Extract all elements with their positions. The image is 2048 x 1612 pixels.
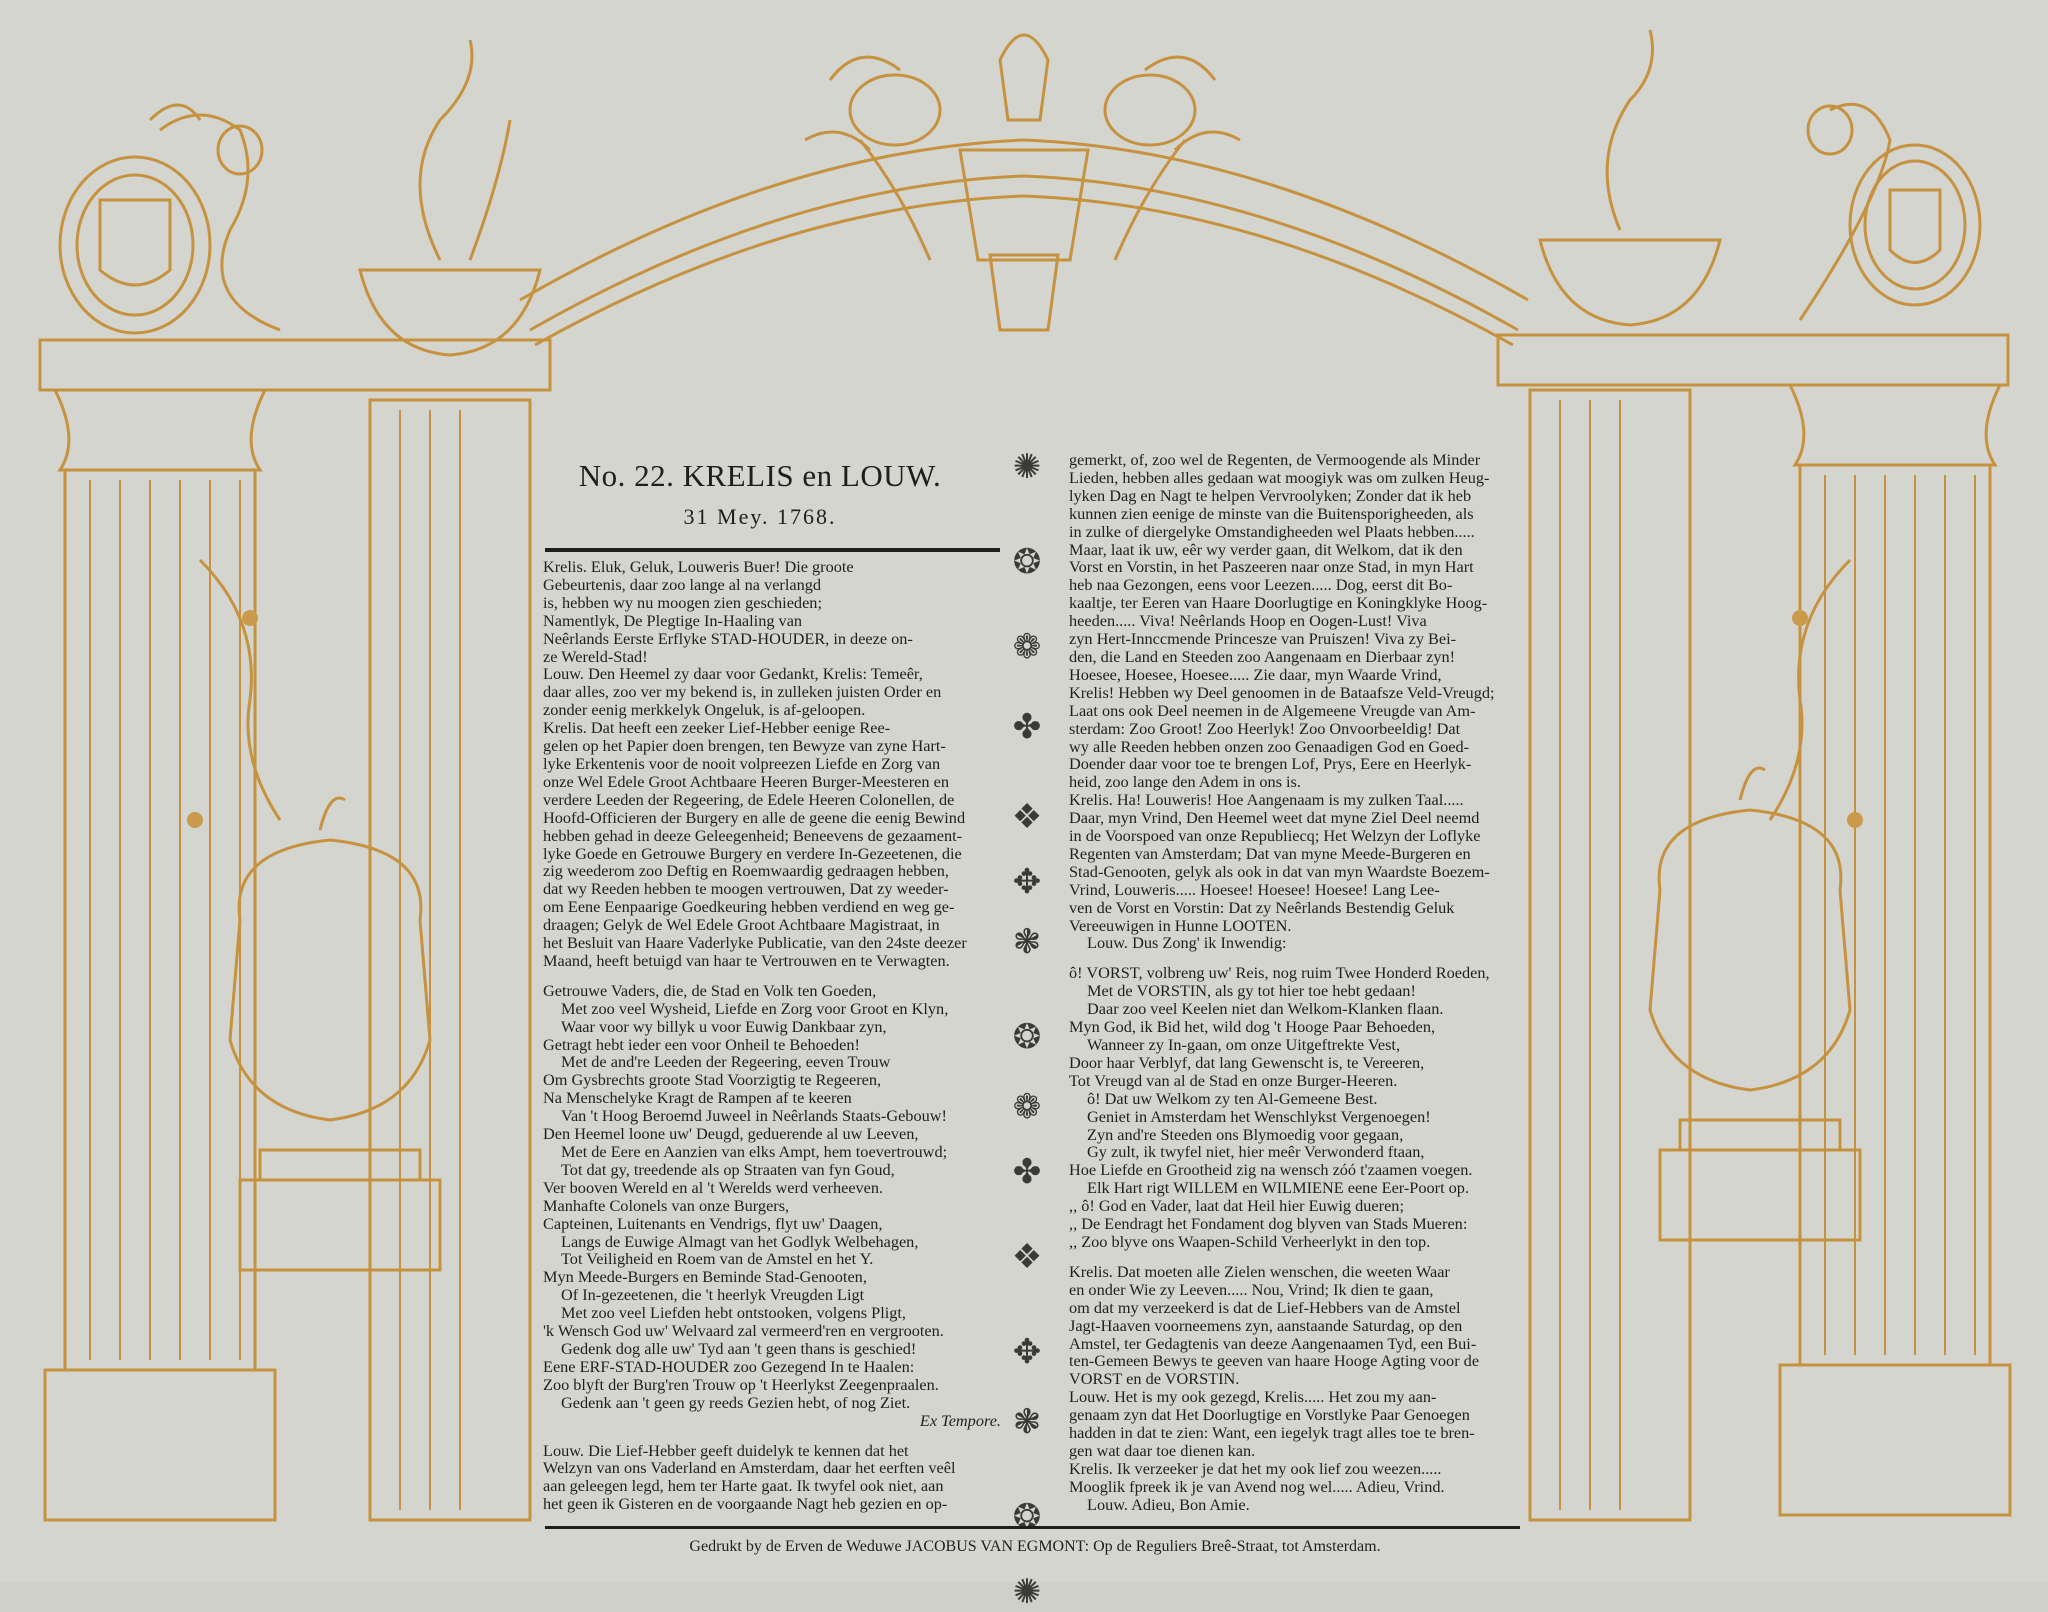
poem-line: Daar zoo veel Keelen niet dan Welkom-Klanken flaan. (1087, 999, 1444, 1019)
text-line: Vereeuwigen in Hunne LOOTEN. (1069, 915, 1292, 935)
text-line: heeden..... Viva! Neêrlands Hoop en Oogen-Lust! Viva (1069, 611, 1427, 631)
text-line: Welzyn van ons Vaderland en Amsterdam, daar het eerften veêl (543, 1458, 956, 1478)
text-line: Louw. Den Heemel zy daar voor Gedankt, Krelis: Temeêr, (543, 664, 923, 684)
text-line: in de Voorspoed van onze Republiecq; Het Welzyn der Loflyke (1069, 826, 1481, 846)
poem-line: ,, ô! God en Vader, laat dat Heil hier Euwig dueren; (1069, 1196, 1404, 1216)
poem-line: Hoe Liefde en Grootheid zig na wensch zóó t'zaamen voegen. (1069, 1160, 1473, 1180)
text-line: hadden in dat te zien: Want, een iegelyk tragt alles toe te bren- (1069, 1423, 1475, 1443)
poem-line: Wanneer zy In-gaan, om onze Uitgeftrekte Vest, (1087, 1035, 1401, 1054)
urn-icon (360, 40, 540, 355)
text-line: Stad-Genooten, gelyk als ook in dat van myn Waardste Boezem- (1069, 861, 1490, 881)
poem-line: Na Menschelyke Kragt de Rampen af te keeren (543, 1088, 852, 1108)
text-line: Lieden, hebben alles gedaan wat moogiyk was om zulken Heug- (1069, 467, 1490, 487)
poem-line: Myn Meede-Burgers en Beminde Stad-Genooten, (543, 1267, 867, 1287)
poem-line: Tot Veiligheid en Roem van de Amstel en het Y. (561, 1249, 874, 1269)
text-line: VORST en de VORSTIN. (1069, 1369, 1240, 1389)
poem-line: Met zoo veel Liefden hebt ontstooken, volgens Pligt, (561, 1303, 907, 1323)
cherub-icon (805, 57, 940, 260)
vignette-icon: ❁ (1012, 1087, 1042, 1127)
text-line: dat wy Reeden hebben te moogen vertrouwen, Dat zy weeder- (543, 879, 949, 899)
vignette-icon: ❃ (1012, 1402, 1042, 1442)
right-entablature (1498, 335, 2008, 385)
text-line: om Eene Eenpaarige Goedkeuring hebben verdiend en weg ge- (543, 897, 955, 917)
text-line: Namentlyk, De Plegtige In-Haaling van (543, 610, 803, 630)
text-line: ven de Vorst en Vorstin: Dat zy Neêrlands Bestendig Geluk (1069, 897, 1455, 917)
text-line: sterdam: Zoo Groot! Zoo Heerlyk! Zoo Onvoorbeeldig! Dat (1069, 718, 1461, 738)
laurel-branch (1770, 560, 1850, 820)
poem-line: ô! VORST, volbreng uw' Reis, nog ruim Twee Honderd Roeden, (1069, 963, 1490, 983)
poem-line: Manhafte Colonels van onze Burgers, (543, 1195, 790, 1215)
vignette-icon: ❂ (1012, 542, 1042, 582)
poem-line: Of In-gezeetenen, die 't heerlyk Vreugden Ligt (561, 1285, 865, 1305)
text-line: zyn Hert-Innccmende Princesze van Pruiszen! Viva zy Bei- (1069, 629, 1457, 649)
poem-line: 'k Wensch God uw' Welvaard zal vermeerd'ren en vergrooten. (543, 1321, 944, 1341)
poem-line: Getragt hebt ieder een voor Onheil te Behoeden! (543, 1034, 860, 1054)
text-line: den, die Land en Steeden zoo Aangenaam en Dierbaar zyn! (1069, 646, 1456, 666)
text-line: Amstel, ter Gedagtenis van deeze Aangenaamen Tyd, een Bui- (1069, 1333, 1477, 1353)
text-line: lyke Erkentenis voor de nooit volpreezen Liefde en Zorg van (543, 753, 941, 773)
poem-line: Gedenk aan 't geen gy reeds Gezien hebt, of nog Ziet. (561, 1392, 911, 1412)
text-line: genaam zyn dat Het Doorlugtige en Vorstlyke Paar Genoegen (1069, 1405, 1470, 1425)
poem-line: Met de VORSTIN, als gy tot hier toe hebt gedaan! (1087, 981, 1416, 1001)
text-line: hebben gehad in deeze Geleegenheid; Beneevens de gezaament- (543, 825, 963, 845)
text-line: heb naa Gezongen, eens voor Leezen..... Dog, eerst dit Bo- (1069, 575, 1453, 595)
text-line: Hoofd-Officieren der Burgery en alle de geene die eenig Bewind (543, 807, 966, 827)
issue-date: 31 Mey. 1768. (683, 504, 837, 529)
text-line: is, hebben wy nu moogen zien geschieden; (543, 592, 822, 612)
poem-line: Om Gysbrechts groote Stad Voorzigtig te Regeeren, (543, 1070, 882, 1090)
poem-line: Gedenk dog alle uw' Tyd aan 't geen thans is geschied! (561, 1338, 917, 1358)
text-line: lyken Dag en Nagt te helpen Vervroolyken; Zonder dat ik heb (1069, 485, 1472, 505)
imprint-rule (545, 1526, 1520, 1529)
poem-line: Tot dat gy, treedende als op Straaten van fyn Goud, (561, 1159, 895, 1179)
poem-line: Met de Eere en Aanzien van elks Ampt, hem toevertrouwd; (561, 1142, 948, 1161)
vignette-icon: ❂ (1012, 1497, 1042, 1537)
text-line: Hoesee, Hoesee, Hoesee..... Zie daar, myn Waarde Vrind, (1069, 664, 1442, 684)
coat-of-arms-icon (60, 157, 210, 333)
urn-icon (230, 798, 440, 1270)
poem-line: Waar voor wy billyk u voor Euwig Dankbaar zyn, (561, 1016, 887, 1036)
cherub-icon (1105, 57, 1240, 260)
text-line: Vorst en Vorstin, in het Paszeeren naar onze Stad, in myn Hart (1069, 557, 1474, 577)
poem-line: Elk Hart rigt WILLEM en WILMIENE eene Eer-Poort op. (1087, 1178, 1470, 1198)
printer-imprint: Gedrukt by de Erven de Weduwe JACOBUS VAN EGMONT: Op de Reguliers Breê-Straat, tot Amsterdam. (689, 1538, 1381, 1555)
text-line: ze Wereld-Stad! (543, 646, 648, 666)
text-line: aan geleegen legd, hem ter Harte gaat. Ik twyfel ook niet, aan (543, 1476, 944, 1496)
text-line: wy alle Reeden hebben onzen zoo Genaadigen God en Goed- (1069, 736, 1470, 756)
text-line: lyke Goede en Getrouwe Burgery en verdere In-Gezeetenen, die (543, 843, 962, 863)
text-line: Jagt-Haaven voorneemens zyn, aanstaande Saturdag, op den (1069, 1315, 1463, 1335)
text-line: kunnen zien eenige de minste van die Buitensporigheeden, als (1069, 503, 1474, 523)
coat-of-arms-icon (1850, 145, 1980, 305)
left-text-column (543, 558, 1001, 1513)
text-line: ten-Gemeen Bewys te geeven van haare Hooge Agting voor de (1069, 1351, 1480, 1371)
vignette-icon: ✥ (1012, 1332, 1042, 1372)
text-line: heid, zoo lange den Adem in ons is. (1069, 772, 1301, 792)
text-line: Louw. Die Lief-Hebber geeft duidelyk te kennen dat het (543, 1440, 909, 1460)
urn-icon (1540, 30, 1720, 325)
text-line: Gebeurtenis, daar zoo lange al na verlangd (543, 574, 822, 594)
vignette-icon: ❁ (1012, 627, 1042, 667)
text-line: verdere Leeden der Regeering, de Edele Heeren Colonellen, de (543, 789, 955, 809)
poem-line: Getrouwe Vaders, die, de Stad en Volk ten Goeden, (543, 980, 877, 1000)
poem-line: ,, Zoo blyve ons Waapen-Schild Verheerlykt in den top. (1069, 1231, 1431, 1251)
poem-line: ô! Dat uw Welkom zy ten Al-Gemeene Best. (1087, 1088, 1378, 1108)
text-line: Krelis. Dat moeten alle Zielen wenschen, die weeten Waar (1069, 1261, 1450, 1281)
text-line: Laat ons ook Deel neemen in de Algemeene Vreugde van Am- (1069, 700, 1476, 720)
column-icon (1780, 385, 2010, 1515)
poem-line: Met de and're Leeden der Regeering, eeven Trouw (561, 1052, 891, 1072)
text-line: Daar, myn Vrind, Den Heemel weet dat myne Ziel Deel neemd (1069, 808, 1480, 828)
text-line: Louw. Het is my ook gezegd, Krelis..... Het zou my aan- (1069, 1387, 1437, 1407)
text-line: draagen; Gelyk de Wel Edele Groot Achtbaare Magistraat, in (543, 915, 940, 935)
text-line: onze Wel Edele Groot Achtbaare Heeren Burger-Meesteren en (543, 771, 949, 791)
poem-line: Langs de Euwige Almagt van het Godlyk Welbehagen, (561, 1231, 919, 1251)
text-line: kaaltje, ter Eeren van Haare Doorlugtige en Koningklyke Hoog- (1069, 593, 1488, 613)
text-line: het geen ik Gisteren en de voorgaande Nagt heb gezien en op- (543, 1494, 948, 1514)
text-line: daar alles, zoo ver my bekend is, in zulleken juisten Order en (543, 682, 942, 702)
vignette-icon: ✤ (1012, 707, 1042, 747)
text-line: Maand, heeft betuigd van haar te Vertrouwen en te Verwagten. (543, 950, 950, 970)
poem-line: Geniet in Amsterdam het Wenschlykst Vergenoegen! (1087, 1106, 1431, 1126)
vignette-icon: ✺ (1012, 447, 1042, 487)
poem-line: Eene ERF-STAD-HOUDER zoo Gezegend In te Haalen: (543, 1356, 915, 1376)
text-line: Mooglik fpreek ik je van Avend nog wel..... Adieu, Vrind. (1069, 1476, 1445, 1496)
urn-icon (1650, 768, 1860, 1240)
keystone (990, 255, 1058, 330)
text-line: Krelis! Hebben wy Deel genoomen in de Bataafsze Veld-Vreugd; (1069, 682, 1495, 702)
text-line: Doender daar voor toe te brengen Lof, Prys, Eere en Heerlyk- (1069, 754, 1472, 774)
vignette-icon: ✥ (1012, 862, 1042, 902)
poem-line: Zoo blyft der Burg'ren Trouw op 't Heerlykst Zeegenpraalen. (543, 1374, 939, 1394)
poem-line: Den Heemel loone uw' Deugd, geduerende al uw Leeven, (543, 1124, 919, 1144)
text-line: Louw. Adieu, Bon Amie. (1087, 1494, 1250, 1514)
poem-line: Met zoo veel Wysheid, Liefde en Zorg voor Groot en Klyn, (561, 998, 949, 1018)
text-line: Krelis. Ha! Louweris! Hoe Aangenaam is my zulken Taal..... (1069, 790, 1464, 810)
left-entablature (40, 340, 550, 390)
poem-line: Ver booven Wereld en al 't Werelds werd verheeven. (543, 1177, 884, 1197)
poem-line: Capteinen, Luitenants en Vendrigs, flyt uw' Daagen, (543, 1213, 883, 1233)
right-text-column (1069, 451, 1503, 1514)
title-rule (545, 548, 1000, 552)
poem-line: ,, De Eendragt het Fondament dog blyven van Stads Mueren: (1069, 1214, 1468, 1234)
page-title: No. 22. KRELIS en LOUW. (578, 458, 942, 493)
poem-line: Zyn and're Steeden ons Blymoedig voor gegaan, (1087, 1124, 1404, 1144)
text-line: Krelis. Dat heeft een zeeker Lief-Hebber eenige Ree- (543, 718, 891, 738)
text-line: Vrind, Louweris..... Hoesee! Hoesee! Hoesee! Lang Lee- (1069, 879, 1440, 899)
text-line: Neêrlands Eerste Erflyke STAD-HOUDER, in deeze on- (543, 628, 913, 648)
poem-line: Door haar Verblyf, dat lang Gewenscht is, te Vereeren, (1069, 1052, 1425, 1072)
column-icon (45, 390, 275, 1520)
text-line: om dat my verzeekerd is dat de Lief-Hebbers van de Amstel (1069, 1297, 1461, 1317)
vignette-icon: ✺ (1012, 1572, 1042, 1612)
text-line: Krelis. Ik verzeeker je dat het my ook lief zou weezen..... (1069, 1458, 1442, 1478)
poem-line: Van 't Hoog Beroemd Juweel in Neêrlands Staats-Gebouw! (561, 1106, 947, 1126)
vignette-icon: ❖ (1011, 1237, 1043, 1277)
text-line: Louw. Dus Zong' ik Inwendig: (1087, 933, 1287, 953)
vignette-icon: ❂ (1012, 1017, 1042, 1057)
text-line: gelen op het Papier doen brengen, ten Bewyze van zyne Hart- (543, 736, 946, 756)
signoff: Ex Tempore. (919, 1410, 1001, 1430)
text-line: Maar, laat ik uw, eêr wy verder gaan, dit Welkom, dat ik den (1069, 539, 1463, 559)
text-line: zig weederom zoo Deftig en Roemwaardig gedraagen hebben, (543, 861, 949, 881)
vignette-icon: ❃ (1012, 922, 1042, 962)
flame-finial (1000, 35, 1048, 120)
vignette-icon: ✤ (1012, 1152, 1042, 1192)
text-line: zonder eenig merkkelyk Ongeluk, is af-geloopen. (543, 700, 866, 720)
text-line: Krelis. Eluk, Geluk, Louweris Buer! Die groote (543, 557, 854, 576)
text-line: het Besluit van Haare Vaderlyke Publicatie, van den 24ste deezer (543, 933, 967, 953)
poem-line: Tot Vreugd van al de Stad en onze Burger-Heeren. (1069, 1070, 1398, 1090)
text-line: gemerkt, of, zoo wel de Regenten, de Vermoogende als Minder (1069, 450, 1481, 469)
text-line: en onder Wie zy Leeven..... Nou, Vrind; Ik dien te gaan, (1069, 1279, 1434, 1299)
vignette-icon: ❖ (1011, 797, 1043, 837)
text-line: Regenten van Amsterdam; Dat van myne Meede-Burgeren en (1069, 843, 1471, 863)
poem-line: Gy zult, ik twyfel niet, hier meêr Verwonderd ftaan, (1087, 1142, 1425, 1162)
column-icon (370, 400, 530, 1520)
arch-curve (520, 140, 1528, 300)
masthead (540, 458, 980, 530)
poem-line: Myn God, ik Bid het, wild dog 't Hooge Paar Behoeden, (1069, 1017, 1436, 1037)
column-icon (1530, 390, 1690, 1520)
text-line: gen wat daar toe dienen kan. (1069, 1440, 1256, 1460)
text-line: in zulke of diergelyke Omstandigheeden wel Plaats hebben..... (1069, 521, 1475, 541)
